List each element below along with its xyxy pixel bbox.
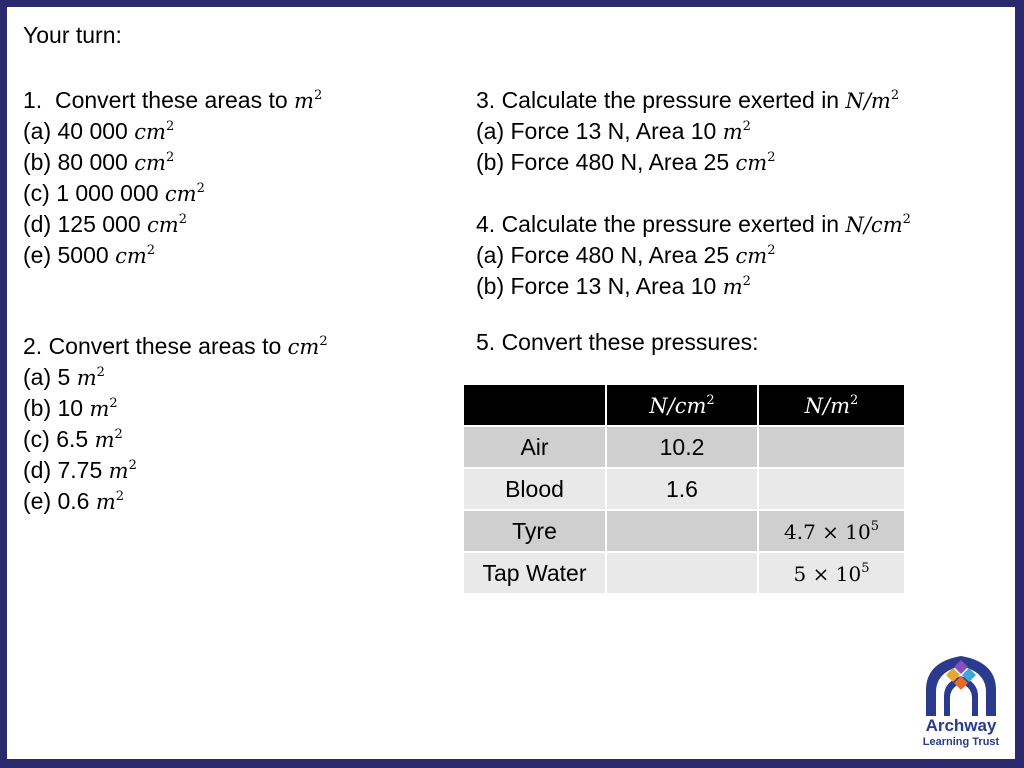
slide-heading: Your turn: [23, 22, 122, 48]
q2-item-b: (b) 10 $m^2$ [23, 395, 118, 421]
cell-nm: $4.7 \times 10^5$ [758, 510, 905, 552]
row-name: Blood [463, 468, 606, 510]
q1-item-e: (e) 5000 $cm^2$ [23, 242, 156, 268]
q2-title: 2. Convert these areas to $cm^2$ [23, 333, 328, 359]
row-name: Air [463, 426, 606, 468]
row-name: Tyre [463, 510, 606, 552]
logo-tagline: Learning Trust [922, 736, 1000, 748]
q1-item-d: (d) 125 000 $cm^2$ [23, 211, 187, 237]
table-row [463, 468, 905, 510]
row-name: Tap Water [463, 552, 606, 594]
table-header-row [463, 384, 905, 426]
q1-item-b: (b) 80 000 $cm^2$ [23, 149, 175, 175]
archway-arch-icon [920, 654, 1002, 718]
q3-item-a: (a) Force 13 N, Area 10 $m^2$ [476, 118, 751, 144]
q4-item-a: (a) Force 480 N, Area 25 $cm^2$ [476, 242, 776, 268]
cell-ncm [606, 552, 758, 594]
archway-logo [920, 654, 1002, 752]
cell-nm [758, 468, 905, 510]
slide [7, 7, 1015, 759]
q1-title: 1. Convert these areas to $m^2$ [23, 87, 323, 113]
q4-title: 4. Calculate the pressure exerted in $N/cm^2$ [476, 211, 911, 237]
q2-item-c: (c) 6.5 $m^2$ [23, 426, 123, 452]
q2-item-d: (d) 7.75 $m^2$ [23, 457, 137, 483]
q3-item-b: (b) Force 480 N, Area 25 $cm^2$ [476, 149, 776, 175]
cell-ncm: 10.2 [606, 426, 758, 468]
q3-title: 3. Calculate the pressure exerted in $N/m^2$ [476, 87, 900, 113]
q1-item-c: (c) 1 000 000 $cm^2$ [23, 180, 205, 206]
header-empty [463, 384, 606, 426]
q1-item-a: (a) 40 000 $cm^2$ [23, 118, 175, 144]
table-row [463, 510, 905, 552]
q5-title: 5. Convert these pressures: [476, 329, 759, 355]
q4-item-b: (b) Force 13 N, Area 10 $m^2$ [476, 273, 751, 299]
table-row [463, 552, 905, 594]
cell-nm [758, 426, 905, 468]
cell-nm: $5 \times 10^5$ [758, 552, 905, 594]
table-row [463, 426, 905, 468]
cell-ncm: 1.6 [606, 468, 758, 510]
header-nm: $N/m^2$ [758, 384, 905, 426]
header-ncm: $N/cm^2$ [606, 384, 758, 426]
q2-item-e: (e) 0.6 $m^2$ [23, 488, 125, 514]
cell-ncm [606, 510, 758, 552]
q2-item-a: (a) 5 $m^2$ [23, 364, 105, 390]
logo-name: Archway [925, 716, 997, 735]
pressure-table [462, 383, 906, 595]
